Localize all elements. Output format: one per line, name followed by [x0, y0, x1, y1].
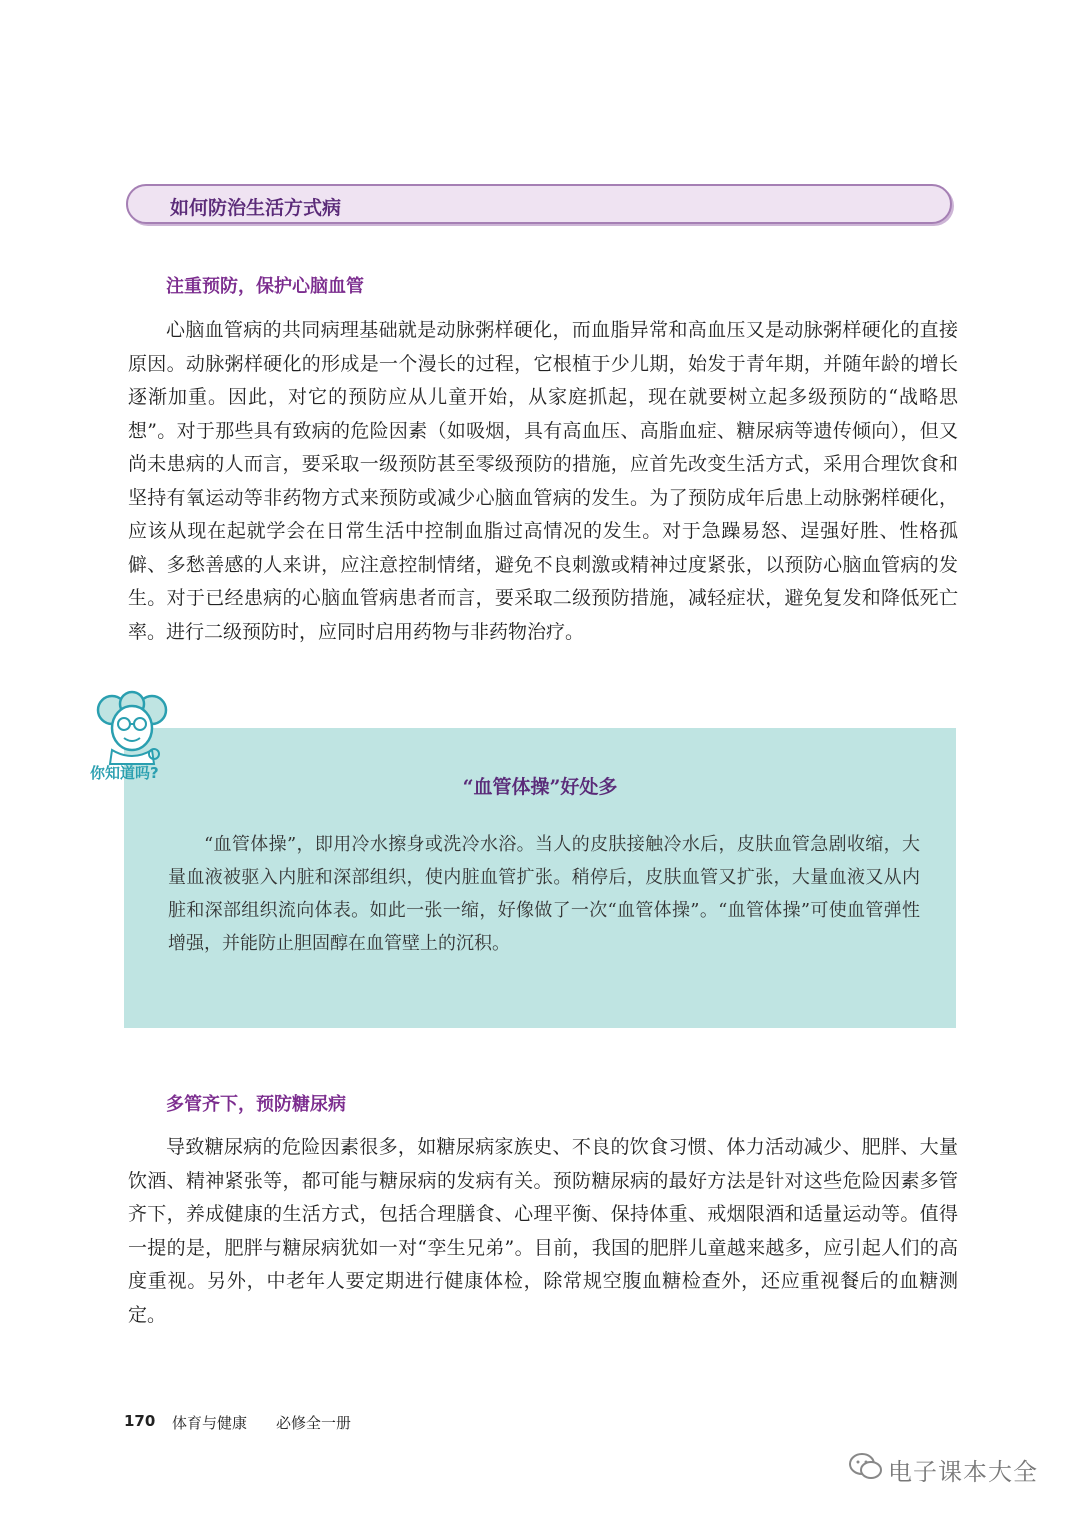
paragraph-heart: 心脑血管病的共同病理基础就是动脉粥样硬化，而血脂异常和高血压又是动脉粥样硬化的直接原因。动脉粥样硬化的形成是一个漫长的过程，它根植于少儿期，始发于青年期，并随年龄的增长逐渐加重。因此，对它的预防应从儿童开始，从家庭抓起，现在就要树立起多级预防的“战略思想”。对于那些具有致病的危险因素（如吸烟，具有高血压、高脂血症、糖尿病等遗传倾向），但又尚未患病的人而言，要采取一级预防甚至零级预防的措施，应首先改变生活方式，采用合理饮食和坚持有氧运动等非药物方式来预防或减少心脑血管病的发生。为了预防成年后患上动脉粥样硬化，应该从现在起就学会在日常生活中控制血脂过高情况的发生。对于急躁易怒、逞强好胜、性格孤僻、多愁善感的人来讲，应注意控制情绪，避免不良刺激或精神过度紧张，以预防心脑血管病的发生。对于已经患病的心脑血管病患者而言，要采取二级预防措施，减轻症状，避免复发和降低死亡率。进行二级预防时，应同时启用药物与非药物治疗。 [128, 319, 958, 643]
did-you-know-label: 你知道吗? [90, 764, 159, 782]
did-you-know-box [124, 728, 956, 1028]
wechat-icon [848, 1452, 884, 1482]
book-title: 体育与健康 [172, 1414, 248, 1432]
watermark-text: 电子课本大全 [888, 1458, 1038, 1486]
doctor-mascot-icon [88, 690, 176, 770]
subheading-diabetes: 多管齐下，预防糖尿病 [166, 1094, 346, 1115]
book-volume: 必修全一册 [276, 1414, 352, 1432]
section-banner [126, 184, 952, 224]
section-title: 如何防治生活方式病 [170, 197, 342, 219]
paragraph-diabetes: 导致糖尿病的危险因素很多，如糖尿病家族史、不良的饮食习惯、体力活动减少、肥胖、大量饮酒、精神紧张等，都可能与糖尿病的发病有关。预防糖尿病的最好方法是针对这些危险因素多管齐下，养成健康的生活方式，包括合理膳食、心理平衡、保持体重、戒烟限酒和适量运动等。值得一提的是，肥胖与糖尿病犹如一对“孪生兄弟”。目前，我国的肥胖儿童越来越多，应引起人们的高度重视。另外，中老年人要定期进行健康体检，除常规空腹血糖检查外，还应重视餐后的血糖测定。 [128, 1136, 958, 1326]
box-title: “血管体操”好处多 [462, 776, 618, 798]
subheading-heart: 注重预防，保护心脑血管 [166, 276, 364, 297]
box-text: “血管体操”，即用冷水擦身或洗冷水浴。当人的皮肤接触冷水后，皮肤血管急剧收缩，大量血液被驱入内脏和深部组织，使内脏血管扩张。稍停后，皮肤血管又扩张，大量血液又从内脏和深部组织流向体表。如此一张一缩，好像做了一次“血管体操”。“血管体操”可使血管弹性增强，并能防止胆固醇在血管壁上的沉积。 [168, 834, 920, 954]
page-number: 170 [124, 1412, 156, 1430]
